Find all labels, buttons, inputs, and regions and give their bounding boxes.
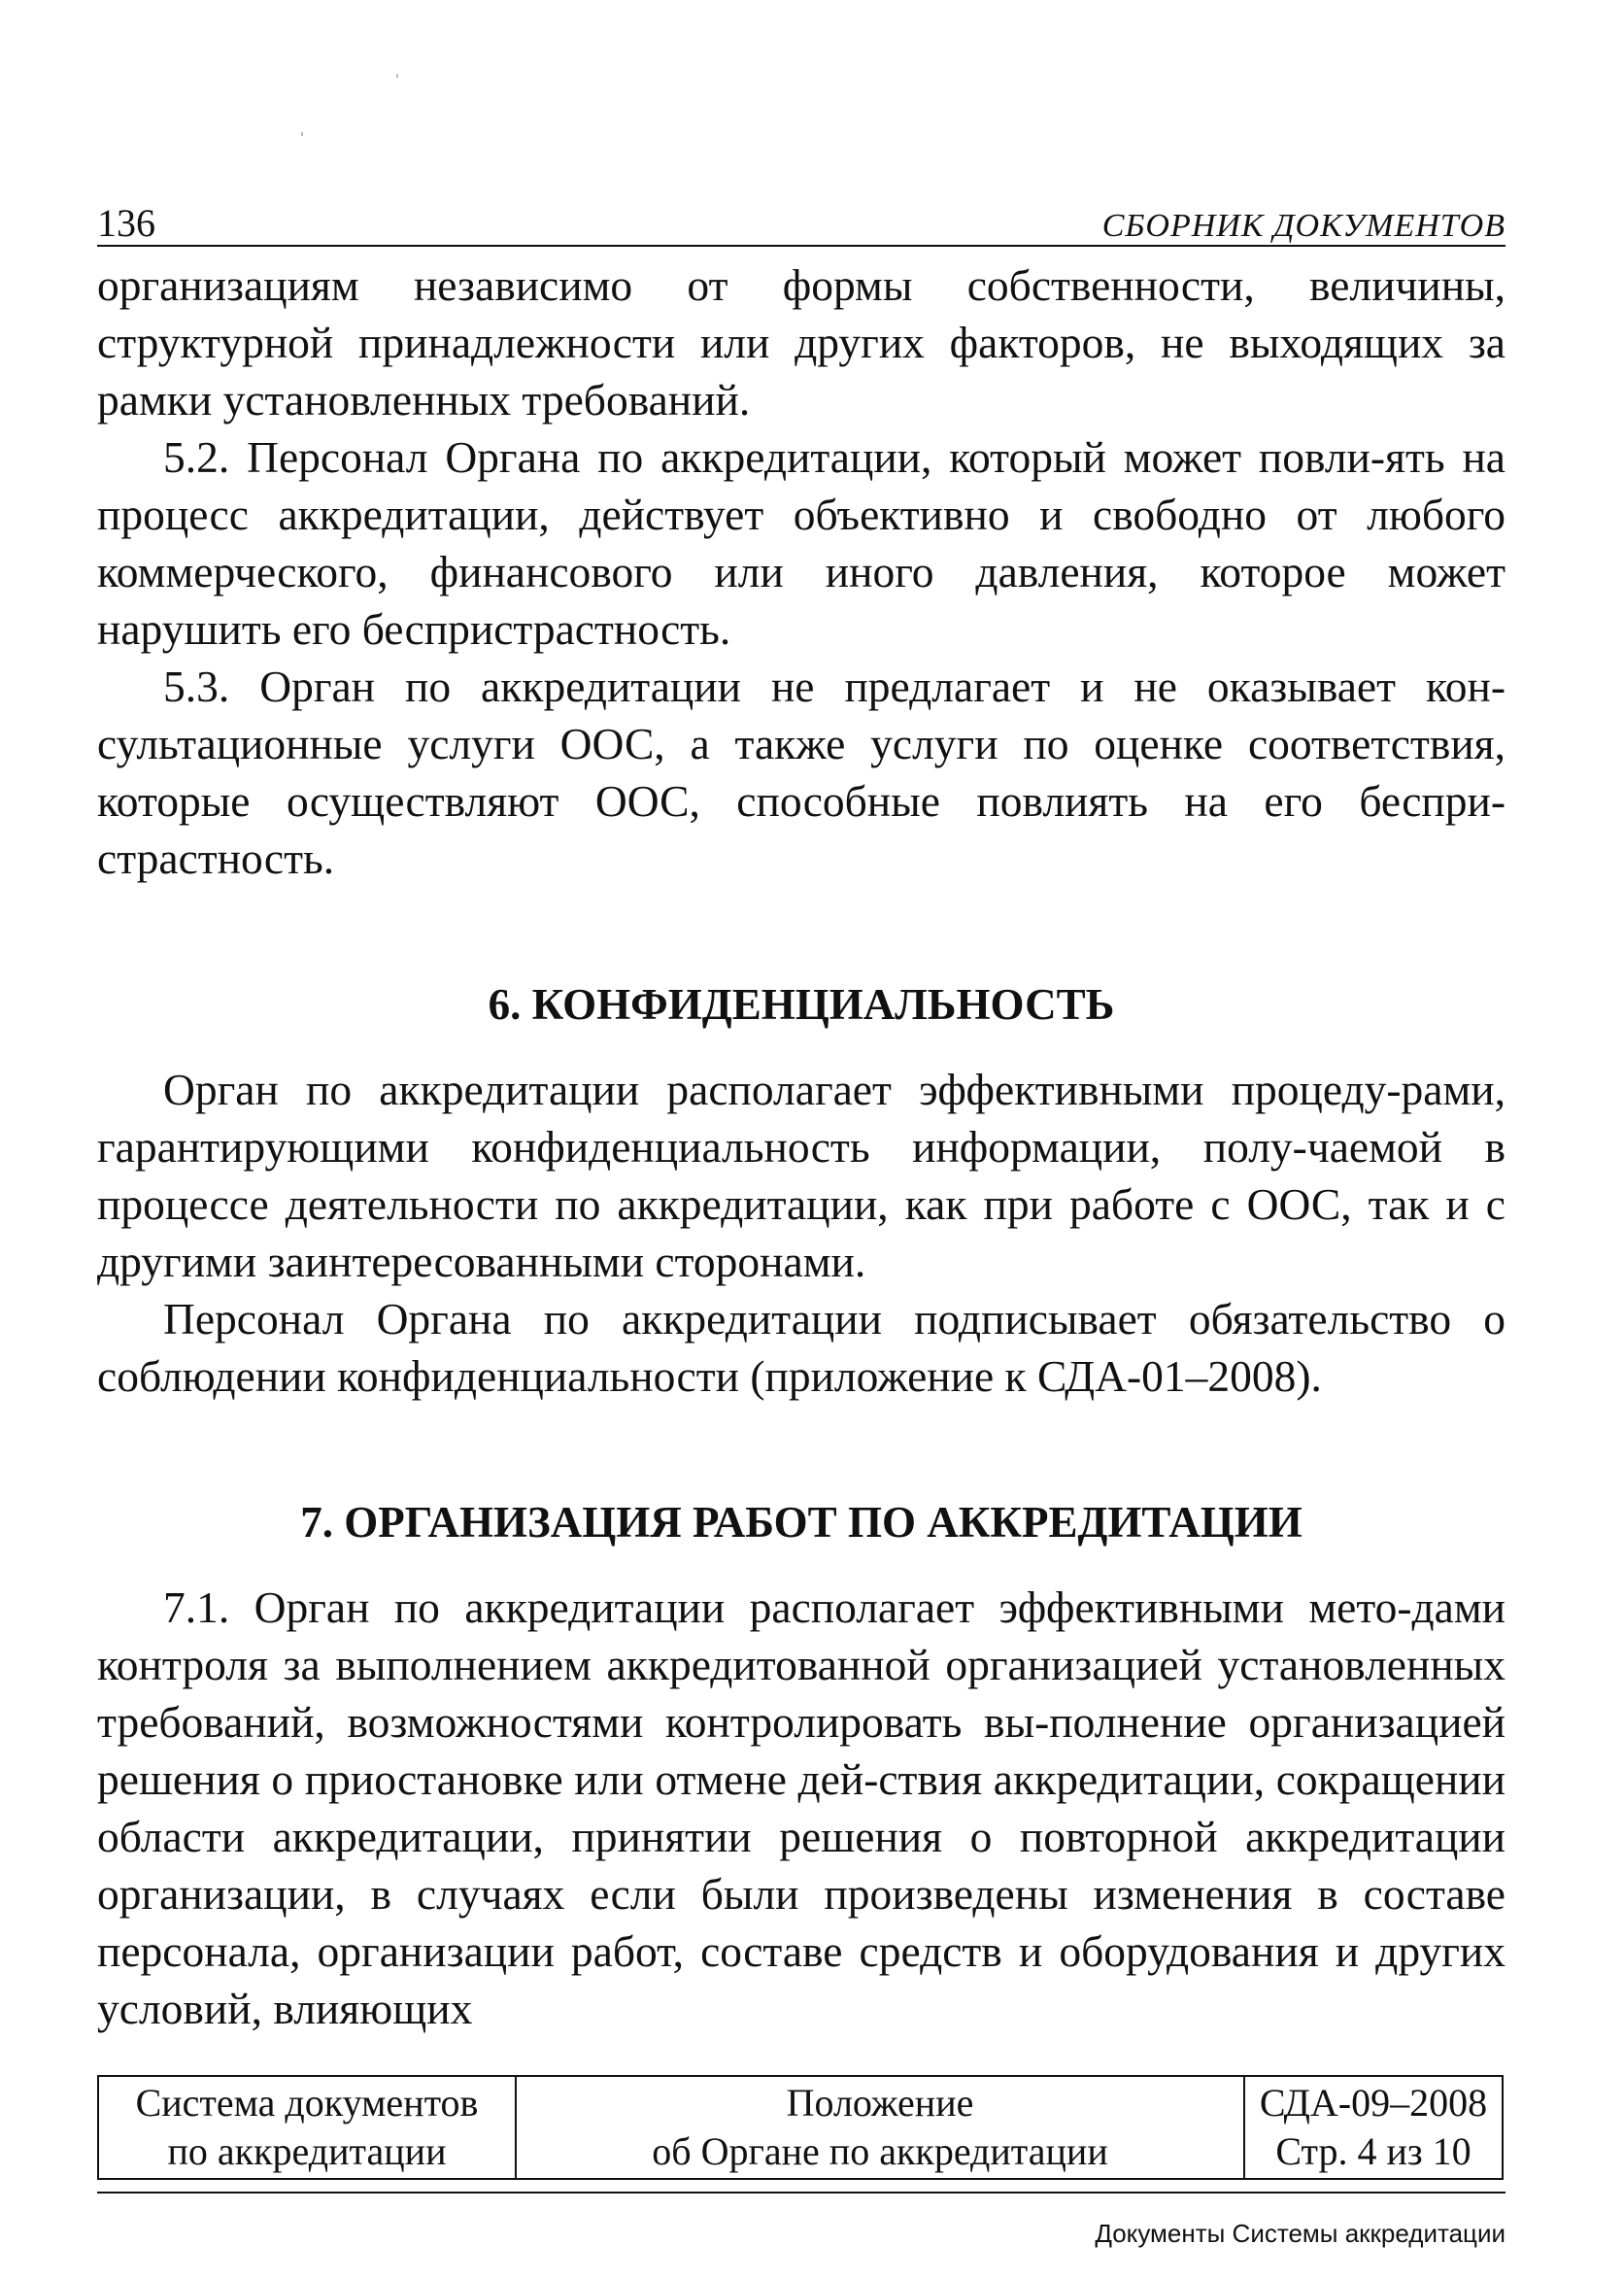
footer-system-line1: Система документов (135, 2081, 479, 2125)
paragraph-6-2: Персонал Органа по аккредитации подписывает обязательство о соблюдении конфиденциальности (приложение к СДА-01–2008). (97, 1294, 1506, 1401)
spacer (97, 1034, 1506, 1061)
footer-cell-code (1244, 2076, 1503, 2179)
footer-cell-system (98, 2076, 516, 2179)
footer-divider (97, 2192, 1506, 2194)
footer-caption: Документы Системы аккредитации (1095, 2219, 1506, 2248)
footer-page-count: Стр. 4 из 10 (1275, 2129, 1472, 2173)
footer-title-line2: об Органе по аккредитации (652, 2129, 1108, 2173)
spacer (97, 1551, 1506, 1579)
footer-cell-title (516, 2076, 1244, 2179)
paragraph-6-1: Орган по аккредитации располагает эффективными процеду-рами, гарантирующими конфиденциальность информации, полу-чаемой в процессе деятельности по аккредитации, как при работе с ООС, так и с другими заинтересованными сторонами. (97, 1065, 1506, 1286)
spacer (97, 1405, 1506, 1494)
section-7-heading: 7. ОРГАНИЗАЦИЯ РАБОТ ПО АККРЕДИТАЦИИ (300, 1498, 1303, 1547)
paragraph-5-3: 5.3. Орган по аккредитации не предлагает и не оказывает кон-сультационные услуги ООС, а также услуги по оценке соответствия, которые осуществляют ООС, способные повлиять на его беспри-страстность. (97, 662, 1506, 883)
footer-title-line1: Положение (786, 2081, 974, 2125)
paragraph-5-2: 5.2. Персонал Органа по аккредитации, который может повли-ять на процесс аккредитации, действует объективно и свободно от любого коммерческого, финансового или иного давления, которое может нарушить его беспристрастность. (97, 432, 1506, 654)
footer-doc-code: СДА-09–2008 (1259, 2081, 1488, 2125)
page-header (97, 192, 1506, 247)
paragraph-7-1: 7.1. Орган по аккредитации располагает эффективными мето-дами контроля за выполнением аккредитованной организацией установленных требований, возможностями контролировать вы-полнение организацией решения о приостановке или отмене дей-ствия аккредитации, сокращении области аккредитации, принятии решения о повторной аккредитации организации, в случаях если были произведены изменения в составе персонала, организации работ, составе средств и оборудования и других условий, влияющих (97, 1582, 1506, 2033)
footer-system-line2: по аккредитации (167, 2129, 447, 2173)
document-page (97, 0, 1506, 2279)
section-6-heading: 6. КОНФИДЕНЦИАЛЬНОСТЬ (488, 980, 1115, 1029)
page-number: 136 (97, 201, 155, 245)
paragraph-continuation: организациям независимо от формы собственности, величины, структурной принадлежности или других факторов, не выходящих за рамки установленных требований. (97, 260, 1506, 425)
running-title: СБОРНИК ДОКУМЕНТОВ (1101, 208, 1506, 244)
document-footer-table (97, 2075, 1504, 2180)
body-text (97, 256, 1506, 2037)
spacer (97, 887, 1506, 976)
